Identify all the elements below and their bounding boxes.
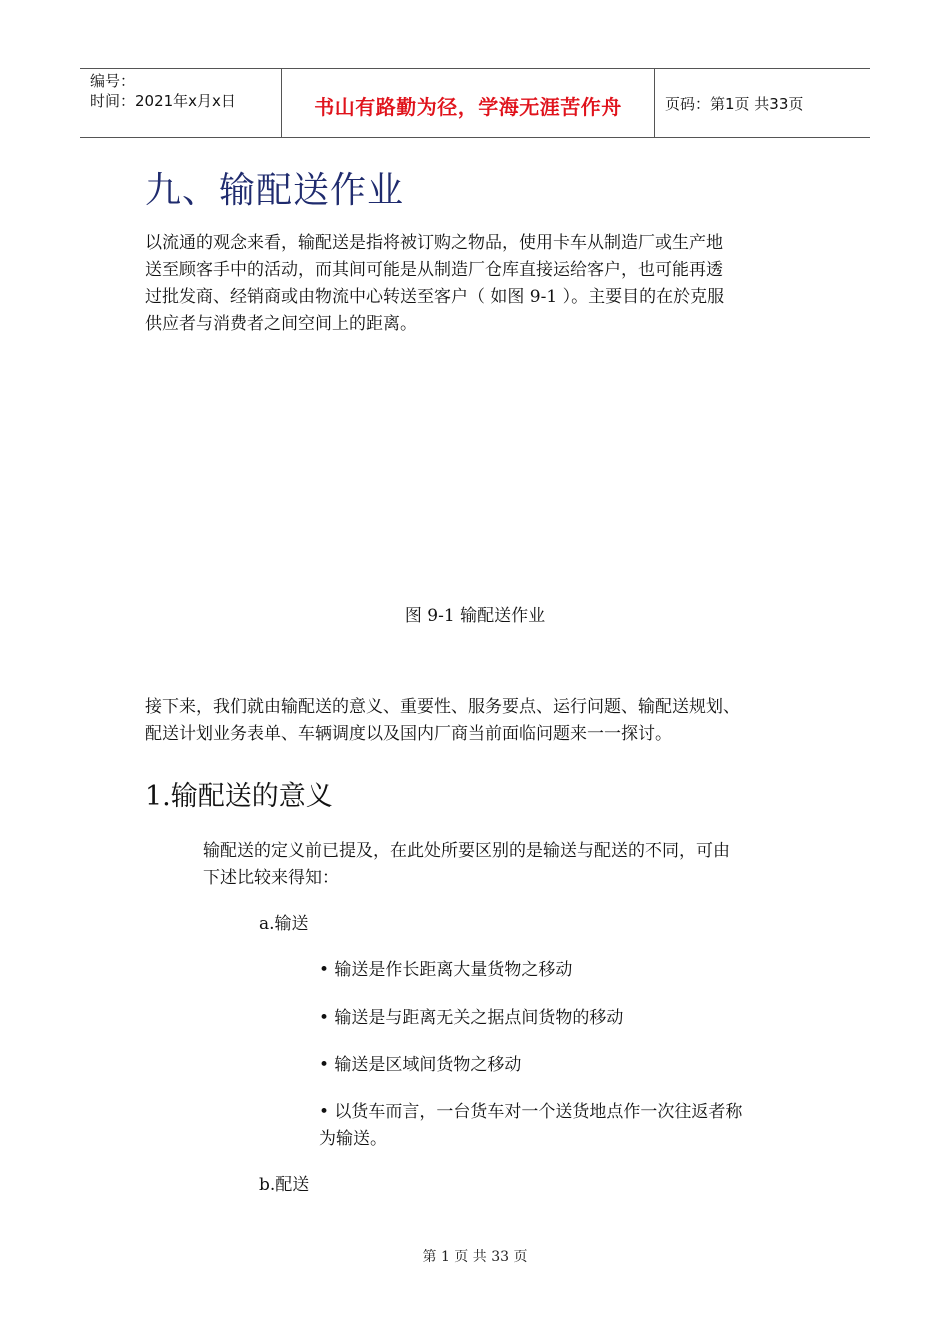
header-divider-right bbox=[654, 69, 655, 137]
intro-line: 以流通的观念来看，输配送是指将被订购之物品，使用卡车从制造厂或生产地 bbox=[145, 233, 723, 253]
intro-line: 供应者与消费者之间空间上的距离。 bbox=[145, 314, 417, 334]
bullet-item: • 输送是区域间货物之移动 bbox=[319, 1055, 522, 1075]
sub-heading-b: b.配送 bbox=[259, 1175, 310, 1195]
next-line: 配送计划业务表单、车辆调度以及国内厂商当前面临问题来一一探讨。 bbox=[145, 724, 672, 744]
bullet-item: • 输送是作长距离大量货物之移动 bbox=[319, 960, 573, 980]
header-number-label: 编号： bbox=[90, 72, 136, 90]
document-title: 九、输配送作业 bbox=[145, 170, 405, 211]
section-lead-line: 输配送的定义前已提及，在此处所要区别的是输送与配送的不同，可由 bbox=[203, 841, 730, 861]
header-time-label: 时间：2021年x月x日 bbox=[90, 92, 236, 110]
header-page-info: 页码：第1页 共33页 bbox=[665, 95, 804, 113]
bullet-item: • 以货车而言，一台货车对一个送货地点作一次往返者称 bbox=[319, 1102, 743, 1122]
header-motto: 书山有路勤为径，学海无涯苦作舟 bbox=[314, 95, 622, 119]
header-meta bbox=[90, 71, 236, 111]
intro-line: 过批发商、经销商或由物流中心转送至客户（ 如图 9-1 ）。主要目的在於克服 bbox=[145, 287, 725, 307]
intro-line: 送至顾客手中的活动，而其间可能是从制造厂仓库直接运给客户，也可能再透 bbox=[145, 260, 723, 280]
figure-caption: 图 9-1 输配送作业 bbox=[404, 606, 546, 626]
section-heading: 1.输配送的意义 bbox=[145, 781, 333, 812]
bullet-item-continued: 为输送。 bbox=[319, 1129, 387, 1149]
sub-heading-a: a.输送 bbox=[259, 914, 309, 934]
page-header bbox=[80, 68, 870, 138]
next-line: 接下来，我们就由输配送的意义、重要性、服务要点、运行问题、输配送规划、 bbox=[145, 697, 740, 717]
section-lead-line: 下述比较来得知： bbox=[203, 868, 339, 888]
bullet-item: • 输送是与距离无关之据点间货物的移动 bbox=[319, 1008, 624, 1028]
page-footer: 第 1 页 共 33 页 bbox=[422, 1249, 528, 1265]
